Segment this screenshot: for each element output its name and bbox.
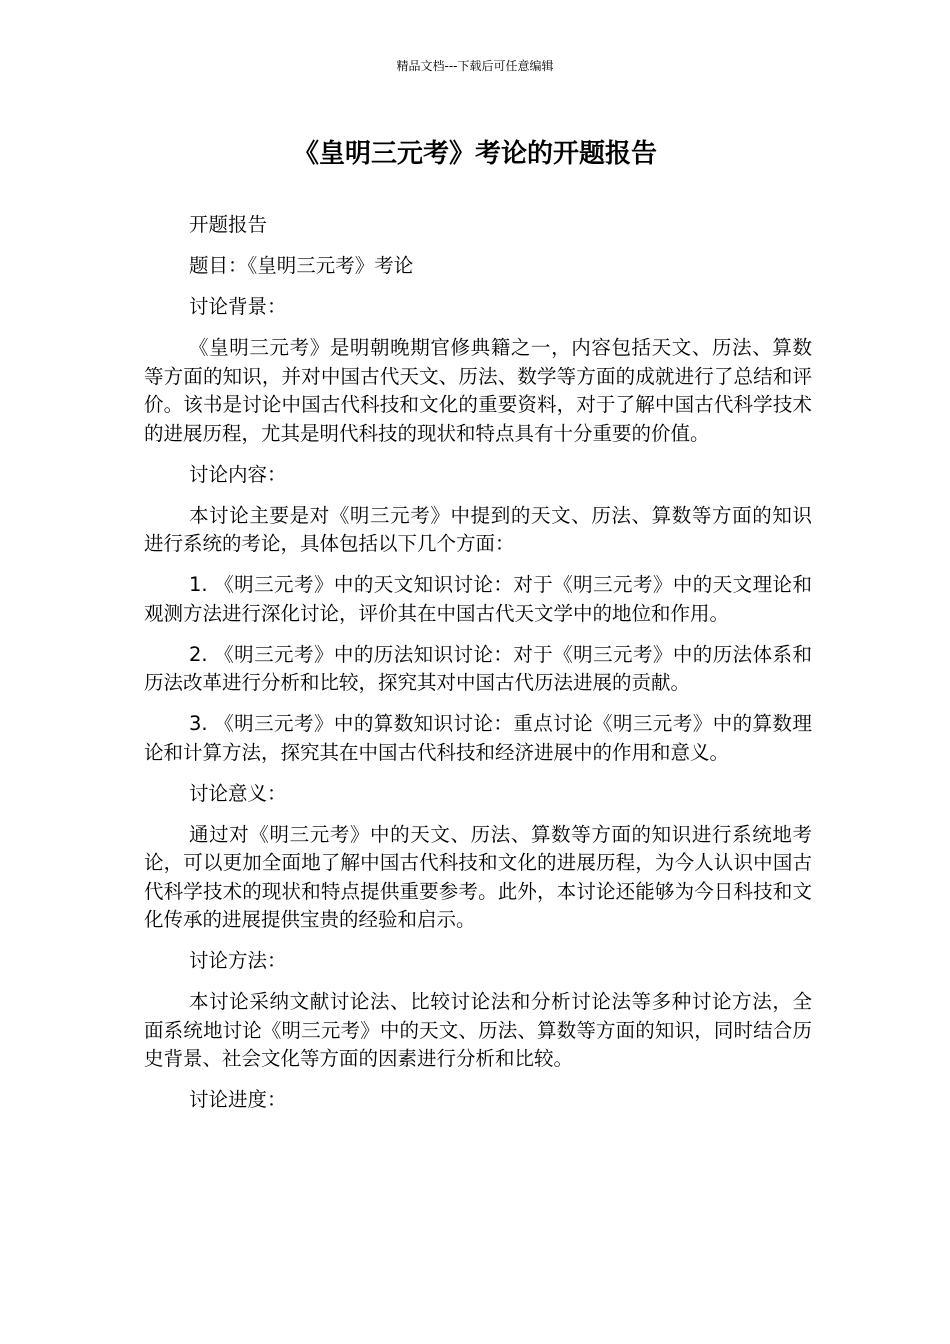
section-heading-method: 讨论方法： — [189, 949, 287, 972]
paragraph-significance: 通过对《明三元考》中的天文、历法、算数等方面的知识进行系统地考论，可以更加全面地了解中国古代科技和文化的进展历程，为今人认识中国古代科学技术的现状和特点提供重要参考。此外，本讨论还能够为今日科技和文化传承的进展提供宝贵的经验和启示。 — [144, 822, 812, 931]
document-body — [144, 211, 812, 1127]
paragraph-report-label: 开题报告 — [189, 213, 268, 236]
list-item-calendar: 2. 《明三元考》中的历法知识讨论：对于《明三元考》中的历法体系和历法改革进行分析和比较，探究其对中国古代历法进展的贡献。 — [144, 642, 812, 694]
paragraph-method: 本讨论采纳文献讨论法、比较讨论法和分析讨论法等多种讨论方法，全面系统地讨论《明三元考》中的天文、历法、算数等方面的知识，同时结合历史背景、社会文化等方面的因素进行分析和比较。 — [144, 990, 812, 1070]
paragraph-topic: 题目：《皇明三元考》考论 — [189, 254, 414, 277]
list-item-astronomy: 1. 《明三元考》中的天文知识讨论：对于《明三元考》中的天文理论和观测方法进行深化讨论，评价其在中国古代天文学中的地位和作用。 — [144, 573, 812, 625]
section-heading-content: 讨论内容： — [189, 462, 287, 486]
list-item-arithmetic: 3. 《明三元考》中的算数知识讨论：重点讨论《明三元考》中的算数理论和计算方法，探究其在中国古代科技和经济进展中的作用和意义。 — [144, 712, 812, 764]
page-header: 精品文档---下载后可任意编辑 — [396, 59, 554, 73]
section-heading-significance: 讨论意义： — [189, 781, 287, 805]
paragraph-content-intro: 本讨论主要是对《明三元考》中提到的天文、历法、算数等方面的知识进行系统的考论，具体包括以下几个方面： — [144, 503, 812, 555]
paragraph-background: 《皇明三元考》是明朝晚期官修典籍之一，内容包括天文、历法、算数等方面的知识，并对中国古代天文、历法、数学等方面的成就进行了总结和评价。该书是讨论中国古代科技和文化的重要资料，对于了解中国古代科学技术的进展历程，尤其是明代科技的现状和特点具有十分重要的价值。 — [144, 336, 812, 445]
section-heading-background: 讨论背景： — [189, 295, 287, 318]
section-heading-progress: 讨论进度： — [189, 1088, 287, 1111]
document-title: 《皇明三元考》考论的开题报告 — [292, 139, 657, 169]
